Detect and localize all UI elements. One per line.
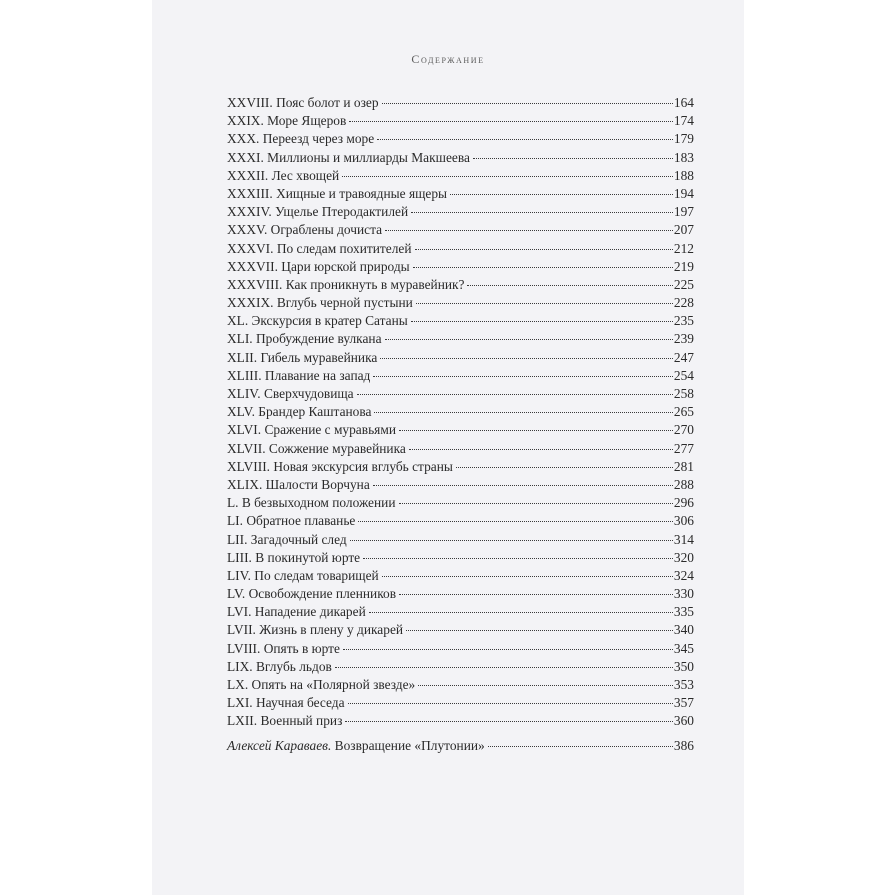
toc-entry-page: 225 (673, 276, 694, 292)
toc-entry-page: 360 (673, 713, 694, 729)
toc-entry (227, 385, 694, 403)
toc-entry-page: 314 (673, 531, 694, 547)
toc-entry (227, 549, 694, 567)
toc-entry-title: LVI. Нападение дикарей (227, 604, 366, 620)
toc-entry-title: XXXIX. Вглубь черной пустыни (227, 295, 413, 311)
dot-leader (385, 339, 673, 340)
toc-entry (227, 658, 694, 676)
toc-entry-title: XLIV. Сверхчудовища (227, 386, 354, 401)
dot-leader (413, 267, 673, 268)
toc-entry (227, 367, 694, 385)
toc-entry-title: XXXV. Ограблены дочиста (227, 222, 383, 238)
toc-entry (227, 640, 694, 658)
dot-leader (450, 194, 673, 195)
toc-entry-title: XLVI. Сражение с муравьями (227, 422, 396, 438)
toc-entry-page: 254 (673, 367, 694, 383)
dot-leader (348, 703, 673, 704)
dot-leader (418, 685, 673, 686)
toc-entry-title: LIII. В покинутой юрте (227, 549, 361, 565)
dot-leader (357, 394, 673, 395)
toc-entry-title: XLVII. Сожжение муравейника (227, 440, 406, 456)
toc-entry (227, 185, 694, 203)
toc-entry-page: 340 (673, 622, 694, 638)
toc-entry-title: XXXII. Лес хвощей (227, 167, 340, 183)
toc-entry-title: XXXIV. Ущелье Птеродактилей (227, 204, 409, 220)
toc-entry-title: XXVIII. Пояс болот и озер (227, 95, 379, 110)
dot-leader (399, 594, 673, 595)
afterword-page: 386 (673, 737, 694, 753)
toc-entry-title: LII. Загадочный след (227, 531, 347, 547)
toc-entry (227, 167, 694, 185)
toc-entry (227, 112, 694, 130)
toc-entry (227, 221, 694, 239)
dot-leader (488, 746, 673, 747)
toc-entry (227, 512, 694, 530)
toc-entry-page: 357 (673, 695, 694, 711)
toc-entry (227, 603, 694, 621)
toc-entry-page: 207 (673, 222, 694, 238)
dot-leader (406, 630, 673, 631)
dot-leader (382, 103, 673, 104)
toc-entry-title: LVII. Жизнь в плену у дикарей (227, 622, 404, 638)
toc-entry-page: 320 (673, 549, 694, 565)
toc-entry-page: 306 (673, 513, 694, 529)
toc-entry-page: 239 (673, 331, 694, 347)
toc-entry (227, 203, 694, 221)
toc-entry-page: 350 (673, 658, 694, 674)
toc-entry-page: 228 (673, 295, 694, 311)
toc-entry (227, 349, 694, 367)
toc-entry-title: LX. Опять на «Полярной звезде» (227, 677, 416, 692)
toc-entry-page: 194 (673, 185, 694, 201)
dot-leader (363, 558, 673, 559)
dot-leader (345, 721, 673, 722)
toc-entry-page: 324 (673, 567, 694, 583)
dot-leader (382, 576, 673, 577)
toc-entry-page: 235 (673, 313, 694, 329)
toc-entry-title: XL. Экскурсия в кратер Сатаны (227, 313, 408, 329)
dot-leader (342, 176, 673, 177)
toc-entry (227, 585, 694, 603)
toc-entry (227, 676, 694, 694)
toc-entry (227, 330, 694, 348)
toc-afterword-title-group (227, 737, 485, 755)
toc-entry-page: 330 (673, 586, 694, 602)
toc-entry-page: 258 (673, 386, 694, 401)
toc-entry-title: XXX. Переезд через море (227, 131, 375, 147)
toc-entry (227, 476, 694, 494)
toc-entry (227, 403, 694, 421)
toc-entry-title: XXXVI. По следам похитителей (227, 240, 412, 256)
toc-entry-page: 296 (673, 495, 694, 511)
toc-entry-page: 277 (673, 440, 694, 456)
toc-entry-title: LV. Освобождение пленников (227, 586, 397, 602)
toc-entry-title: XXIX. Море Ящеров (227, 113, 347, 129)
dot-leader (343, 649, 673, 650)
page-heading: Содержание (411, 52, 485, 66)
toc-entry (227, 494, 694, 512)
toc-entry-title: XXXVII. Цари юрской природы (227, 258, 410, 274)
toc-entry (227, 276, 694, 294)
dot-leader (377, 139, 673, 140)
toc-entry (227, 149, 694, 167)
toc-entry (227, 531, 694, 549)
dot-leader (399, 430, 673, 431)
toc-entry-title: LIV. По следам товарищей (227, 567, 379, 583)
toc-entry-page: 247 (673, 349, 694, 365)
toc-entry-page: 265 (673, 404, 694, 420)
toc-entry-title: XLVIII. Новая экскурсия вглубь страны (227, 458, 453, 474)
toc-entry-title: XLII. Гибель муравейника (227, 349, 378, 365)
toc-entry (227, 294, 694, 312)
toc-entry (227, 312, 694, 330)
dot-leader (473, 158, 673, 159)
toc-entry-page: 281 (673, 458, 694, 474)
dot-leader (456, 467, 673, 468)
toc-entry-page: 219 (673, 258, 694, 274)
toc-entry-page: 212 (673, 240, 694, 256)
dot-leader (467, 285, 672, 286)
dot-leader (349, 121, 673, 122)
toc-entry-page: 164 (673, 95, 694, 110)
dot-leader (358, 521, 673, 522)
toc-entry-page: 335 (673, 604, 694, 620)
toc-entry (227, 421, 694, 439)
afterword-title: Возвращение «Плутонии» (334, 737, 485, 753)
table-of-contents (227, 94, 694, 757)
dot-leader (411, 212, 673, 213)
toc-entry-page: 288 (673, 476, 694, 492)
toc-entry (227, 712, 694, 730)
toc-entry-title: LXII. Военный приз (227, 713, 343, 729)
toc-entry (227, 567, 694, 585)
toc-entry-page: 270 (673, 422, 694, 438)
toc-entry (227, 130, 694, 148)
dot-leader (415, 249, 673, 250)
dot-leader (335, 667, 673, 668)
toc-afterword-entry (227, 737, 694, 757)
dot-leader (374, 412, 672, 413)
dot-leader (399, 503, 673, 504)
toc-entry-title: LI. Обратное плаванье (227, 513, 356, 529)
dot-leader (373, 485, 673, 486)
toc-entry-page: 179 (673, 131, 694, 147)
dot-leader (411, 321, 673, 322)
toc-entry-title: LIX. Вглубь льдов (227, 658, 332, 674)
toc-entry (227, 694, 694, 712)
toc-entry (227, 621, 694, 639)
toc-entry-page: 353 (673, 677, 694, 692)
toc-entry-title: XXXI. Миллионы и миллиарды Макшеева (227, 149, 470, 165)
dot-leader (373, 376, 673, 377)
dot-leader (416, 303, 673, 304)
toc-entry-title: XXXIII. Хищные и травоядные ящеры (227, 185, 448, 201)
toc-entry-page: 197 (673, 204, 694, 220)
toc-entry-page: 183 (673, 149, 694, 165)
toc-entry-title: XLI. Пробуждение вулкана (227, 331, 382, 347)
afterword-author: Алексей Караваев. (227, 737, 332, 753)
dot-leader (380, 358, 673, 359)
toc-entry-title: LVIII. Опять в юрте (227, 640, 340, 656)
toc-entry-title: LXI. Научная беседа (227, 695, 345, 711)
toc-entry-page: 174 (673, 113, 694, 129)
toc-entry (227, 240, 694, 258)
dot-leader (409, 449, 673, 450)
toc-entry (227, 458, 694, 476)
dot-leader (350, 540, 673, 541)
toc-entry (227, 94, 694, 112)
toc-entry-title: L. В безвыходном положении (227, 495, 396, 511)
toc-entry (227, 258, 694, 276)
book-page (152, 0, 744, 895)
dot-leader (385, 230, 673, 231)
toc-entry-page: 188 (673, 167, 694, 183)
toc-entry-title: XLIII. Плавание на запад (227, 367, 371, 383)
dot-leader (369, 612, 673, 613)
toc-entry-title: XLIX. Шалости Ворчуна (227, 476, 370, 492)
toc-entry-title: XLV. Брандер Каштанова (227, 404, 372, 420)
toc-entry-title: XXXVIII. Как проникнуть в муравейник? (227, 276, 465, 292)
toc-entry-page: 345 (673, 640, 694, 656)
toc-entry (227, 440, 694, 458)
